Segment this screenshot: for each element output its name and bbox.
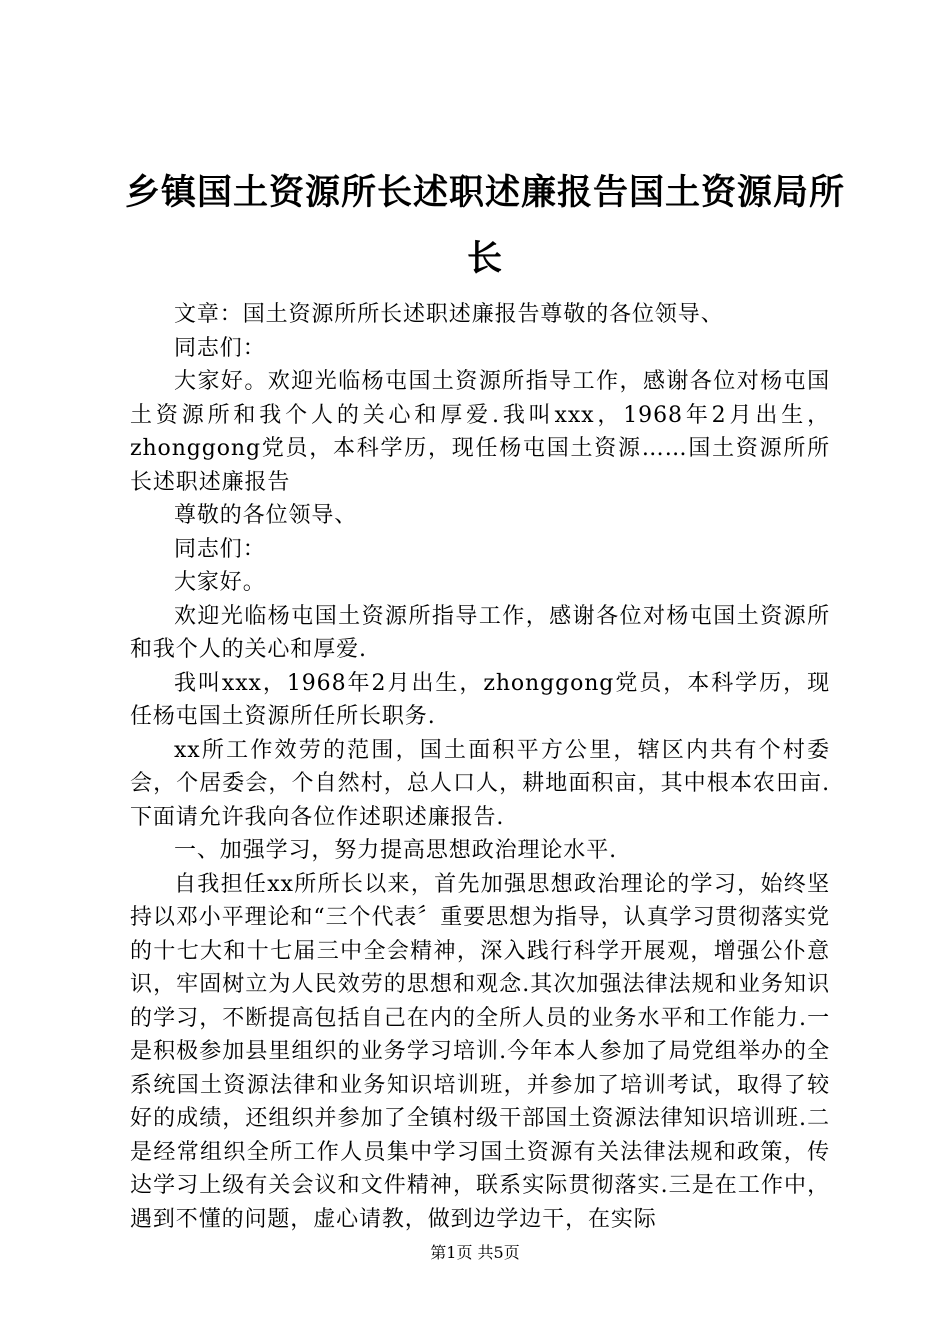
- body-paragraph: xx所工作效劳的范围，国土面积平方公里，辖区内共有个村委会，个居委会，个自然村，总人口人，耕地面积亩，其中根本农田亩.下面请允许我向各位作述职述廉报告.: [130, 737, 830, 830]
- document-title: 乡镇国土资源所长述职述廉报告国土资源局所长: [124, 173, 845, 279]
- body-paragraph: 尊敬的各位领导、: [174, 503, 358, 528]
- document-body: [130, 298, 830, 1236]
- section-heading: 一、加强学习，努力提高思想政治理论水平.: [174, 838, 617, 863]
- body-paragraph: 自我担任xx所所长以来，首先加强思想政治理论的学习，始终坚持以邓小平理论和“三个代表〞重要思想为指导，认真学习贯彻落实党的十七大和十七届三中全会精神，深入践行科学开展观，增强公仆意识，牢固树立为人民效劳的思想和观念.其次加强法律法规和业务知识的学习，不断提高包括自己在内的全所人员的业务水平和工作能力.一是积极参加县里组织的业务学习培训.今年本人参加了局党组举办的全系统国土资源法律和业务知识培训班，并参加了培训考试，取得了较好的成绩，还组织并参加了全镇村级干部国土资源法律知识培训班.二是经常组织全所工作人员集中学习国土资源有关法律法规和政策，传达学习上级有关会议和文件精神，联系实际贯彻落实.三是在工作中，遇到不懂的问题，虚心请教，做到边学边干，在实际: [130, 871, 830, 1232]
- body-paragraph: 同志们：: [174, 335, 266, 361]
- body-paragraph: 同志们：: [174, 536, 266, 562]
- body-paragraph: 大家好。: [174, 570, 266, 595]
- body-paragraph: 欢迎光临杨屯国土资源所指导工作，感谢各位对杨屯国土资源所和我个人的关心和厚爱.: [130, 603, 830, 662]
- body-paragraph: 文章：国土资源所所长述职述廉报告尊敬的各位领导、: [174, 302, 724, 327]
- body-paragraph: 我叫xxx，1968年2月出生，zhonggong党员，本科学历，现任杨屯国土资源所任所长职务.: [130, 670, 830, 729]
- page-footer: 第1页 共5页: [430, 1243, 520, 1262]
- body-paragraph: 大家好。欢迎光临杨屯国土资源所指导工作，感谢各位对杨屯国土资源所和我个人的关心和厚爱.我叫xxx，1968年2月出生，zhonggong党员，本科学历，现任杨屯国土资源……国土资源所所长述职述廉报告: [130, 369, 830, 495]
